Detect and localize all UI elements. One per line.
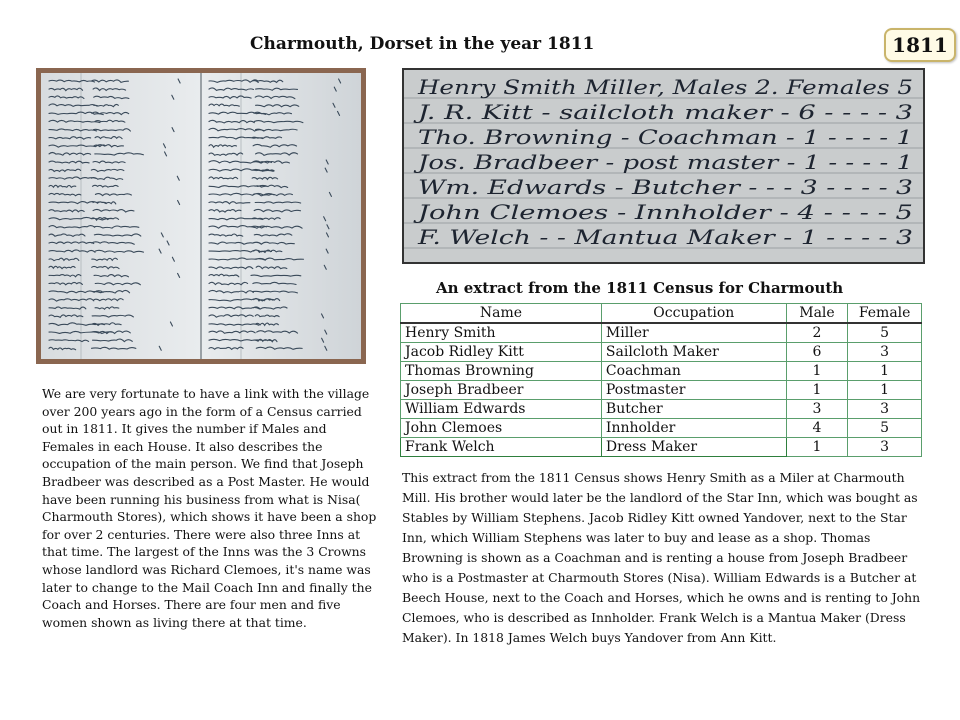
cell-occupation: Miller [601,323,786,343]
cell-female: 5 [848,323,922,343]
cell-female: 1 [848,362,922,381]
cell-male: 1 [786,438,848,457]
column-header-occupation: Occupation [601,304,786,324]
extract-description-paragraph: This extract from the 1811 Census shows Henry Smith as a Miler at Charmouth Mill. His brother would later be the landlord of the Star Inn, which was bought as Stables by William Stephens. Jacob Ridley Kitt owned Yandover, next to the Star Inn, which William Stephens was later to buy and lease as a shop. Thomas Browning is shown as a Coachman and is renting a house from Joseph Bradbeer who is a Postmaster at Charmouth Stores (Nisa). William Edwards is a Butcher at Beech House, next to the Coach and Horses, which he owns and is renting to John Clemoes, who is described as Innholder. Frank Welch is a Mantua Maker (Dress Maker). In 1818 James Welch buys Yandover from Ann Kitt. [402,470,921,645]
table-row [401,419,922,438]
cell-occupation: Dress Maker [601,438,786,457]
cell-male: 1 [786,362,848,381]
handwritten-entry: Wm. Edwards - Butcher - - - 3 - - - - 3 [418,175,913,199]
handwritten-entry: Henry Smith Miller, Males 2. Females 5 [416,75,913,99]
column-header-name: Name [401,304,602,324]
cell-male: 6 [786,343,848,362]
census-closeup-photo [402,68,925,264]
cell-name: Henry Smith [401,323,602,343]
cell-female: 3 [848,343,922,362]
handwritten-entry: F. Welch - - Mantua Maker - 1 - - - - 3 [416,225,913,249]
cell-name: Joseph Bradbeer [401,381,602,400]
cell-occupation: Postmaster [601,381,786,400]
ledger-pages-image [41,73,361,359]
column-header-female: Female [848,304,922,324]
cell-male: 3 [786,400,848,419]
cell-male: 1 [786,381,848,400]
table-row [401,362,922,381]
census-ledger-photo [36,68,366,364]
extract-title: An extract from the 1811 Census for Charmouth [436,279,844,297]
table-row [401,323,922,343]
cell-female: 3 [848,400,922,419]
cell-name: John Clemoes [401,419,602,438]
cell-name: Thomas Browning [401,362,602,381]
handwritten-entry: J. R. Kitt - sailcloth maker - 6 - - - - 3 [412,100,913,124]
table-row [401,438,922,457]
table-row [401,343,922,362]
page-title: Charmouth, Dorset in the year 1811 [250,34,595,54]
cell-occupation: Innholder [601,419,786,438]
cell-female: 5 [848,419,922,438]
cell-occupation: Butcher [601,400,786,419]
intro-paragraph: We are very fortunate to have a link with the village over 200 years ago in the form of a Census carried out in 1811. It gives the number if Males and Females in each House. It also describes the occupation of the main person. We find that Joseph Bradbeer was described as a Post Master. He would have been running his business from what is Nisa( Charmouth Stores), which shows it have been a shop for over 2 centuries. There were also three Inns at that time. The largest of the Inns was the 3 Crowns whose landlord was Richard Clemoes, it's name was later to change to the Mail Coach Inn and finally the Coach and Horses. There are four men and five women shown as living there at that time. [42,386,377,630]
handwritten-entry: Jos. Bradbeer - post master - 1 - - - - 1 [412,150,913,174]
census-table [400,303,922,457]
cell-male: 2 [786,323,848,343]
cell-name: Frank Welch [401,438,602,457]
cell-name: William Edwards [401,400,602,419]
cell-female: 3 [848,438,922,457]
column-header-male: Male [786,304,848,324]
table-row [401,400,922,419]
cell-occupation: Sailcloth Maker [601,343,786,362]
cell-male: 4 [786,419,848,438]
year-badge: 1811 [884,28,956,62]
table-row [401,381,922,400]
table-header-row [401,304,922,324]
cell-name: Jacob Ridley Kitt [401,343,602,362]
handwriting-closeup-image [404,70,923,262]
handwritten-entry: Tho. Browning - Coachman - 1 - - - - 1 [418,125,913,149]
cell-female: 1 [848,381,922,400]
handwritten-entry: John Clemoes - Innholder - 4 - - - - 5 [412,200,913,224]
cell-occupation: Coachman [601,362,786,381]
